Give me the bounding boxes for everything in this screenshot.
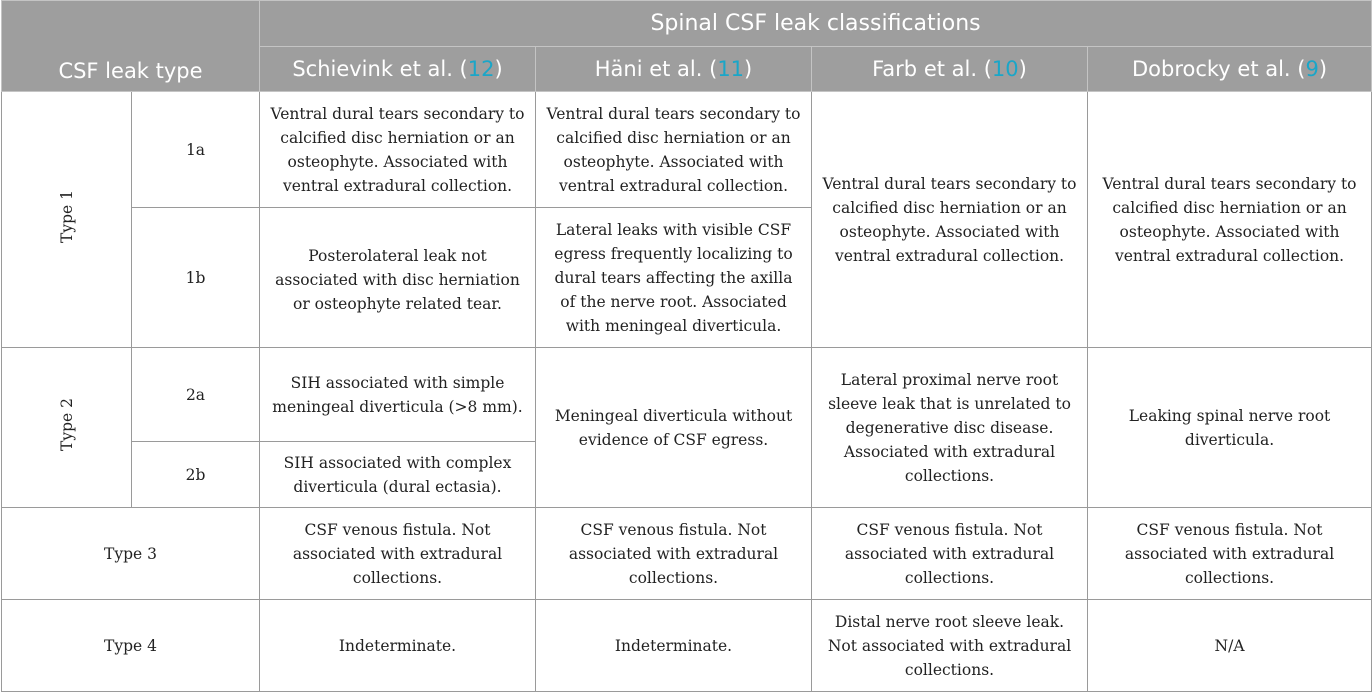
cell-schievink-type3: CSF venous fistula. Not associated with extradural collections. — [260, 508, 536, 600]
table-row — [2, 348, 1372, 442]
cell-dobrocky-type2: Leaking spinal nerve root diverticula. — [1088, 348, 1372, 508]
cell-hani-1a: Ventral dural tears secondary to calcified disc herniation or an osteophyte. Associated with ventral extradural collection. — [536, 92, 812, 208]
cell-hani-type4: Indeterminate. — [536, 600, 812, 692]
cell-schievink-2b: SIH associated with complex diverticula (dural ectasia). — [260, 442, 536, 508]
row-label-type3: Type 3 — [2, 508, 260, 600]
cell-schievink-2a: SIH associated with simple meningeal diverticula (>8 mm). — [260, 348, 536, 442]
cell-farb-type3: CSF venous fistula. Not associated with extradural collections. — [812, 508, 1088, 600]
cell-farb-type4: Distal nerve root sleeve leak. Not associated with extradural collections. — [812, 600, 1088, 692]
sub-label-2a: 2a — [132, 348, 260, 442]
cell-farb-type1: Ventral dural tears secondary to calcified disc herniation or an osteophyte. Associated with ventral extradural collection. — [812, 92, 1088, 348]
header-col-farb: Farb et al. (10) — [812, 47, 1088, 92]
table-row — [2, 600, 1372, 692]
cell-farb-type2: Lateral proximal nerve root sleeve leak that is unrelated to degenerative disc disease. Associated with extradural collections. — [812, 348, 1088, 508]
sub-label-2b: 2b — [132, 442, 260, 508]
row-label-type1: Type 1 — [2, 92, 132, 348]
csf-classification-table — [1, 0, 1372, 692]
ref-link[interactable]: 10 — [991, 57, 1019, 81]
table-row — [2, 92, 1372, 208]
sub-label-1a: 1a — [132, 92, 260, 208]
cell-schievink-1b: Posterolateral leak not associated with disc herniation or osteophyte related tear. — [260, 208, 536, 348]
header-col-schievink: Schievink et al. (12) — [260, 47, 536, 92]
row-label-type2: Type 2 — [2, 348, 132, 508]
row-label-type4: Type 4 — [2, 600, 260, 692]
cell-dobrocky-type1: Ventral dural tears secondary to calcified disc herniation or an osteophyte. Associated with ventral extradural collection. — [1088, 92, 1372, 348]
cell-hani-type2: Meningeal diverticula without evidence of CSF egress. — [536, 348, 812, 508]
cell-dobrocky-type4: N/A — [1088, 600, 1372, 692]
header-group-title: Spinal CSF leak classifications — [260, 1, 1372, 47]
cell-dobrocky-type3: CSF venous fistula. Not associated with extradural collections. — [1088, 508, 1372, 600]
header-col-dobrocky: Dobrocky et al. (9) — [1088, 47, 1372, 92]
cell-schievink-type4: Indeterminate. — [260, 600, 536, 692]
header-leak-type: CSF leak type — [2, 1, 260, 92]
header-col-hani: Häni et al. (11) — [536, 47, 812, 92]
cell-schievink-1a: Ventral dural tears secondary to calcified disc herniation or an osteophyte. Associated with ventral extradural collection. — [260, 92, 536, 208]
ref-link[interactable]: 9 — [1305, 57, 1319, 81]
table-row — [2, 508, 1372, 600]
sub-label-1b: 1b — [132, 208, 260, 348]
cell-hani-1b: Lateral leaks with visible CSF egress frequently localizing to dural tears affecting the axilla of the nerve root. Associated with meningeal diverticula. — [536, 208, 812, 348]
ref-link[interactable]: 12 — [467, 57, 495, 81]
ref-link[interactable]: 11 — [717, 57, 745, 81]
cell-hani-type3: CSF venous fistula. Not associated with extradural collections. — [536, 508, 812, 600]
